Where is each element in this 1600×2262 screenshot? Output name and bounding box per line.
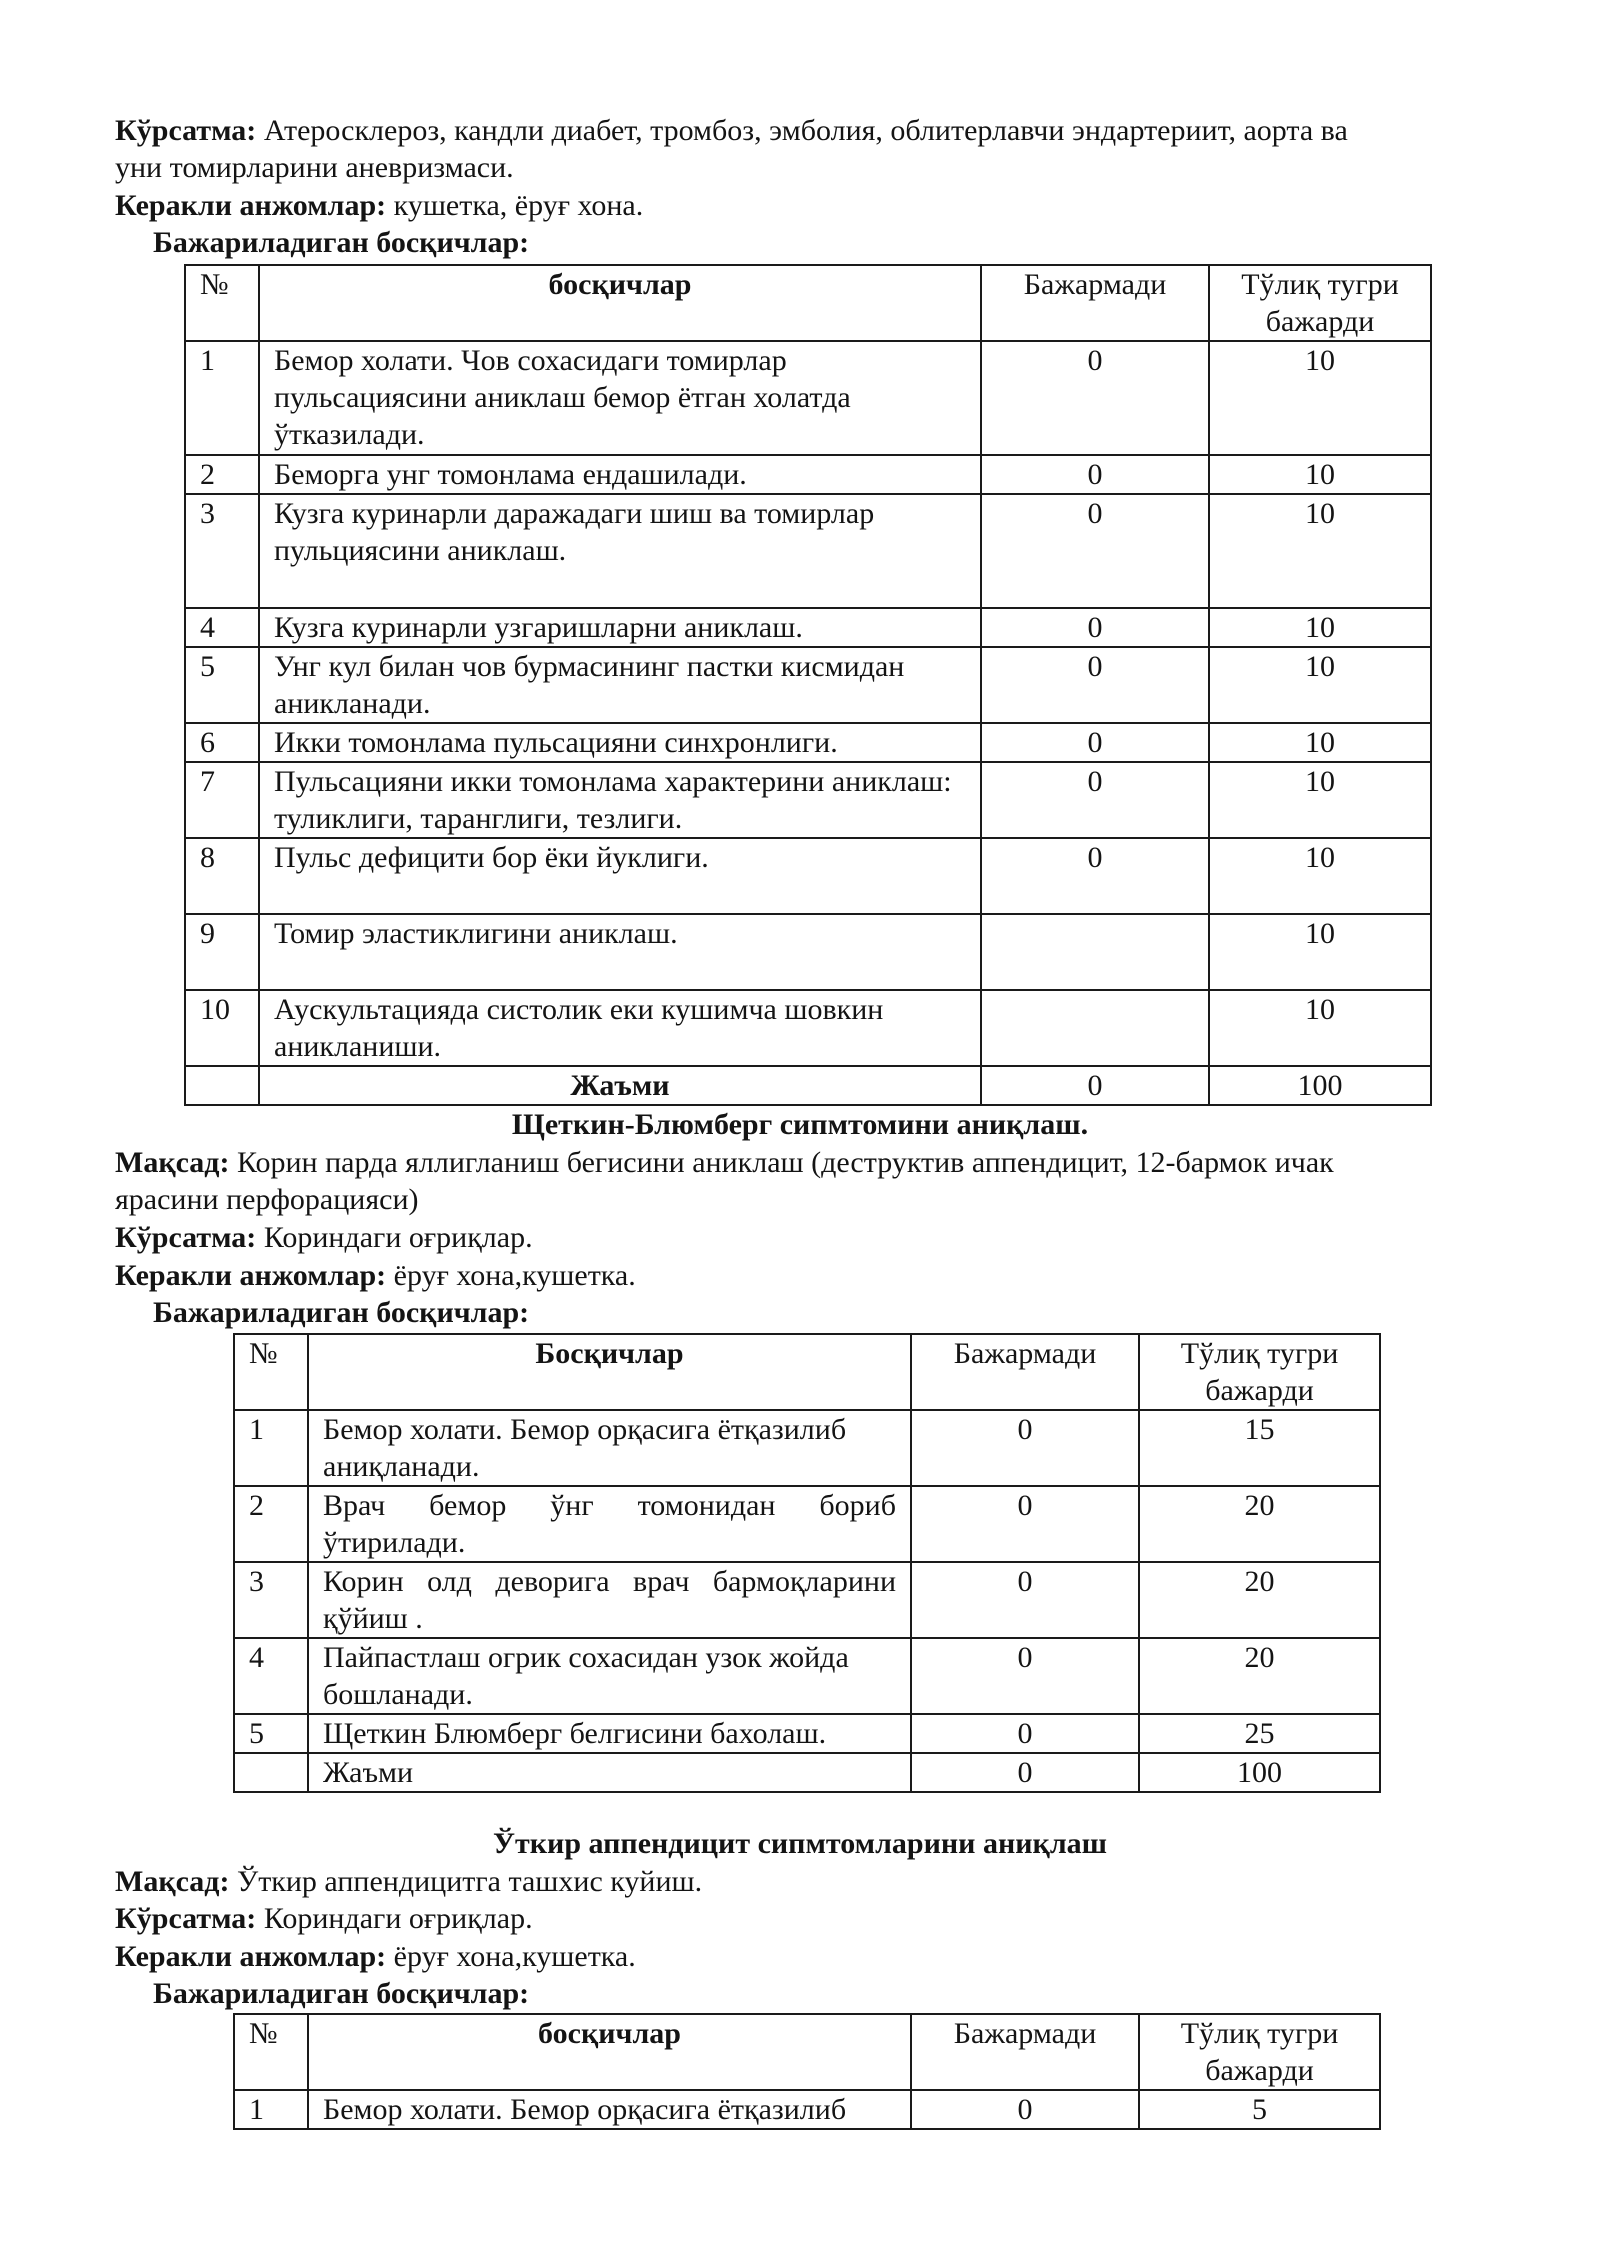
- indication-label: Кўрсатма:: [115, 1221, 257, 1254]
- total-not-done: 0: [911, 1753, 1139, 1792]
- row-not-done: 0: [911, 1562, 1139, 1638]
- row-num: 6: [185, 723, 259, 762]
- steps-label: Бажариладиган босқичлар:: [153, 1296, 530, 1329]
- equipment-line: [115, 1257, 636, 1294]
- row-done: 10: [1209, 455, 1431, 494]
- table-header-row: [234, 1334, 1380, 1410]
- row-done: 10: [1209, 762, 1431, 838]
- goal-label: Мақсад:: [115, 1146, 230, 1179]
- row-done: 10: [1209, 494, 1431, 608]
- table-3: [233, 2013, 1381, 2130]
- row-num: 3: [234, 1562, 308, 1638]
- table-row: [185, 990, 1431, 1066]
- row-step: Бемор холати. Бемор орқасига ётқазилиб аниқланади.: [308, 1410, 911, 1486]
- row-num: 4: [185, 608, 259, 647]
- header-not-done: Бажармади: [981, 265, 1209, 341]
- table-row: [234, 1638, 1380, 1714]
- table-row: [234, 1714, 1380, 1753]
- row-num: 4: [234, 1638, 308, 1714]
- equipment-text: ёруғ хона,кушетка.: [386, 1259, 636, 1292]
- indication-line: [115, 112, 1348, 149]
- row-step: Аускультацияда систолик еки кушимча шовкин аникланиши.: [259, 990, 981, 1066]
- row-num: 9: [185, 914, 259, 990]
- row-done: 10: [1209, 647, 1431, 723]
- table-header-row: [185, 265, 1431, 341]
- total-num-empty: [234, 1753, 308, 1792]
- row-not-done: [981, 990, 1209, 1066]
- header-done-line-1: Тўлиқ тугри: [1180, 1337, 1339, 1370]
- table-row: [234, 1486, 1380, 1562]
- row-num: 10: [185, 990, 259, 1066]
- table-1: [184, 264, 1432, 1106]
- equipment-line: [115, 1938, 636, 1975]
- row-not-done: 0: [981, 723, 1209, 762]
- total-num-empty: [185, 1066, 259, 1105]
- row-not-done: 0: [981, 494, 1209, 608]
- row-num: 5: [185, 647, 259, 723]
- row-num: 1: [234, 2090, 308, 2129]
- indication-line: [115, 1900, 533, 1937]
- row-not-done: 0: [981, 762, 1209, 838]
- table-row: [185, 762, 1431, 838]
- row-not-done: 0: [911, 1714, 1139, 1753]
- row-done: 20: [1139, 1638, 1380, 1714]
- row-not-done: 0: [981, 647, 1209, 723]
- goal-text-2: ярасини перфорацияси): [115, 1183, 419, 1216]
- header-done-line-1: Тўлиқ тугри: [1180, 2017, 1339, 2050]
- row-step: Врач бемор ўнг томонидан бориб ўтирилади.: [308, 1486, 911, 1562]
- table-2: [233, 1333, 1381, 1793]
- row-step: Бемор холати. Чов сохасидаги томирлар пульсациясини аниклаш бемор ётган холатда ўтказилади.: [259, 341, 981, 455]
- table-row: [185, 341, 1431, 455]
- row-num: 7: [185, 762, 259, 838]
- indication-text-2: уни томирларини аневризмаси.: [115, 151, 514, 184]
- row-not-done: 0: [981, 838, 1209, 914]
- indication-line-2: [115, 149, 514, 186]
- equipment-label: Керакли анжомлар:: [115, 1259, 387, 1292]
- row-step: Кузга куринарли узгаришларни аниклаш.: [259, 608, 981, 647]
- total-label: Жаъми: [259, 1066, 981, 1105]
- row-not-done: 0: [981, 455, 1209, 494]
- row-step: Кузга куринарли даражадаги шиш ва томирлар пульциясини аниклаш.: [259, 494, 981, 608]
- equipment-label: Керакли анжомлар:: [115, 1940, 387, 1973]
- indication-label: Кўрсатма:: [115, 1902, 257, 1935]
- steps-label: Бажариладиган босқичлар:: [153, 1977, 530, 2010]
- row-step: Корин олд деворига врач бармоқларини қўйиш .: [308, 1562, 911, 1638]
- equipment-line: [115, 187, 643, 224]
- row-done: 10: [1209, 914, 1431, 990]
- table-row: [185, 647, 1431, 723]
- equipment-text: кушетка, ёруғ хона.: [386, 189, 644, 222]
- row-step: Беморга унг томонлама ендашилади.: [259, 455, 981, 494]
- row-num: 3: [185, 494, 259, 608]
- row-not-done: 0: [981, 608, 1209, 647]
- row-num: 8: [185, 838, 259, 914]
- table-row: [234, 1410, 1380, 1486]
- steps-label: Бажариладиган босқичлар:: [153, 226, 530, 259]
- indication-label: Кўрсатма:: [115, 114, 257, 147]
- row-num: 1: [185, 341, 259, 455]
- header-done: [1139, 2014, 1380, 2090]
- equipment-text: ёруғ хона,кушетка.: [386, 1940, 636, 1973]
- table-row: [185, 838, 1431, 914]
- row-done: 5: [1139, 2090, 1380, 2129]
- table-total-row: [234, 1753, 1380, 1792]
- row-done: 20: [1139, 1486, 1380, 1562]
- table-total-row: [185, 1066, 1431, 1105]
- row-done: 10: [1209, 990, 1431, 1066]
- table-row: [185, 608, 1431, 647]
- row-done: 15: [1139, 1410, 1380, 1486]
- table-row: [185, 914, 1431, 990]
- header-step: босқичлар: [259, 265, 981, 341]
- row-not-done: 0: [911, 1638, 1139, 1714]
- indication-text: Атеросклероз, кандли диабет, тромбоз, эмболия, облитерлавчи эндартериит, аорта ва: [256, 114, 1348, 147]
- section-2-title: Щеткин-Блюмберг сипмтомини аниқлаш.: [511, 1108, 1089, 1141]
- row-num: 5: [234, 1714, 308, 1753]
- row-done: 10: [1209, 608, 1431, 647]
- row-done: 10: [1209, 838, 1431, 914]
- header-num: №: [234, 2014, 308, 2090]
- row-done: 10: [1209, 723, 1431, 762]
- header-step: босқичлар: [308, 2014, 911, 2090]
- row-step: Бемор холати. Бемор орқасига ётқазилиб: [308, 2090, 911, 2129]
- row-not-done: 0: [911, 1410, 1139, 1486]
- header-done-line-2: бажарди: [1265, 305, 1375, 338]
- header-not-done: Бажармади: [911, 1334, 1139, 1410]
- total-not-done: 0: [981, 1066, 1209, 1105]
- row-step: Пульсацияни икки томонлама характерини аниклаш: туликлиги, таранглиги, тезлиги.: [259, 762, 981, 838]
- header-done: [1209, 265, 1431, 341]
- row-done: 25: [1139, 1714, 1380, 1753]
- row-step: Икки томонлама пульсацияни синхронлиги.: [259, 723, 981, 762]
- header-num: №: [234, 1334, 308, 1410]
- row-step: Томир эластиклигини аниклаш.: [259, 914, 981, 990]
- table-header-row: [234, 2014, 1380, 2090]
- row-done: 20: [1139, 1562, 1380, 1638]
- row-step: Щеткин Блюмберг белгисини бахолаш.: [308, 1714, 911, 1753]
- equipment-label: Керакли анжомлар:: [115, 189, 387, 222]
- table-row: [234, 1562, 1380, 1638]
- header-done: [1139, 1334, 1380, 1410]
- row-num: 2: [234, 1486, 308, 1562]
- total-label: Жаъми: [308, 1753, 911, 1792]
- indication-text: Кориндаги оғриқлар.: [256, 1221, 533, 1254]
- goal-text: Ўткир аппендицитга ташхис куйиш.: [229, 1865, 703, 1898]
- header-done-line-2: бажарди: [1205, 1374, 1314, 1407]
- row-num: 2: [185, 455, 259, 494]
- goal-text: Корин парда яллигланиш бегисини аниклаш (деструктив аппендицит, 12-бармок ичак: [229, 1146, 1334, 1179]
- row-step: Пульс дефицити бор ёки йуклиги.: [259, 838, 981, 914]
- table-row: [185, 455, 1431, 494]
- row-step: Унг кул билан чов бурмасининг пастки кисмидан аникланади.: [259, 647, 981, 723]
- header-done-line-2: бажарди: [1205, 2054, 1314, 2087]
- row-not-done: [981, 914, 1209, 990]
- indication-text: Кориндаги оғриқлар.: [256, 1902, 533, 1935]
- row-not-done: 0: [981, 341, 1209, 455]
- header-num: №: [185, 265, 259, 341]
- row-not-done: 0: [911, 1486, 1139, 1562]
- table-row: [185, 723, 1431, 762]
- table-row: [185, 494, 1431, 608]
- header-step: Босқичлар: [308, 1334, 911, 1410]
- section-3-title: Ўткир аппендицит сипмтомларини аниқлаш: [493, 1827, 1107, 1860]
- row-not-done: 0: [911, 2090, 1139, 2129]
- row-step: Пайпастлаш огрик сохасидан узок жойда бошланади.: [308, 1638, 911, 1714]
- indication-line: [115, 1219, 533, 1256]
- goal-label: Мақсад:: [115, 1865, 230, 1898]
- row-num: 1: [234, 1410, 308, 1486]
- goal-line: [115, 1144, 1334, 1181]
- header-not-done: Бажармади: [911, 2014, 1139, 2090]
- goal-line: [115, 1863, 702, 1900]
- total-done: 100: [1139, 1753, 1380, 1792]
- header-done-line-1: Тўлиқ тугри: [1241, 268, 1399, 301]
- goal-line-2: [115, 1181, 419, 1218]
- total-done: 100: [1209, 1066, 1431, 1105]
- table-row: [234, 2090, 1380, 2129]
- row-done: 10: [1209, 341, 1431, 455]
